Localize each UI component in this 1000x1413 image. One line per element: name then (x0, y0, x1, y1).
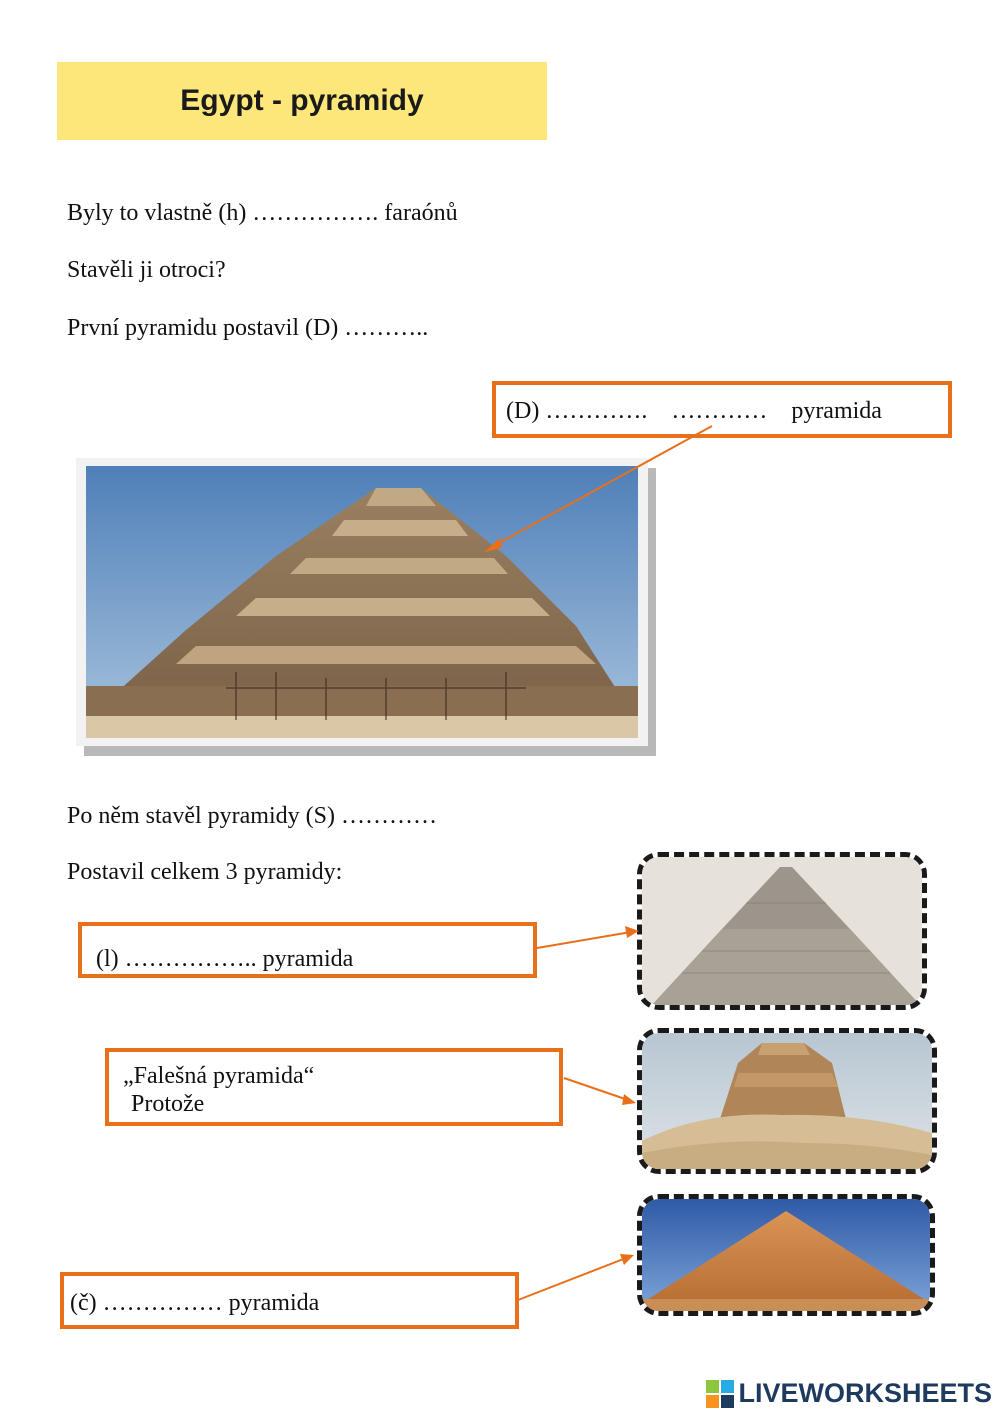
question-line-3: První pyramidu postavil (D) ……….. (67, 315, 429, 341)
answer-box-bent-text: (l) …………….. pyramida (96, 946, 354, 972)
bent-pyramid-image (637, 852, 927, 1010)
arrow-meidum (562, 1072, 644, 1112)
meidum-because: Protože (131, 1091, 205, 1117)
brand-text: LIVEWORKSHEETS (738, 1378, 992, 1408)
title-banner (57, 62, 547, 140)
question-line-4: Po něm stavěl pyramidy (S) ………… (67, 803, 437, 829)
meidum-title: „Falešná pyramida“ (123, 1063, 315, 1089)
arrow-djoser (470, 420, 730, 560)
answer-box-red-text: (č) …………… pyramida (70, 1290, 320, 1316)
page-title: Egypt - pyramidy (180, 84, 424, 117)
answer-box-red[interactable] (60, 1272, 519, 1329)
red-pyramid-image (637, 1194, 935, 1316)
brand-logo (706, 1378, 992, 1409)
question-line-5: Postavil celkem 3 pyramidy: (67, 859, 343, 885)
arrow-red (516, 1248, 642, 1304)
meidum-pyramid-image (637, 1028, 937, 1174)
question-line-1: Byly to vlastně (h) ……………. faraónů (67, 200, 458, 226)
arrow-bent (535, 920, 645, 960)
answer-box-meidum[interactable] (105, 1048, 563, 1126)
answer-box-djoser-text: (D) …………. ………… pyramida (506, 398, 882, 424)
question-line-2: Stavěli ji otroci? (67, 257, 226, 283)
liveworksheets-logo-icon (706, 1380, 734, 1408)
answer-box-bent[interactable] (78, 922, 537, 978)
